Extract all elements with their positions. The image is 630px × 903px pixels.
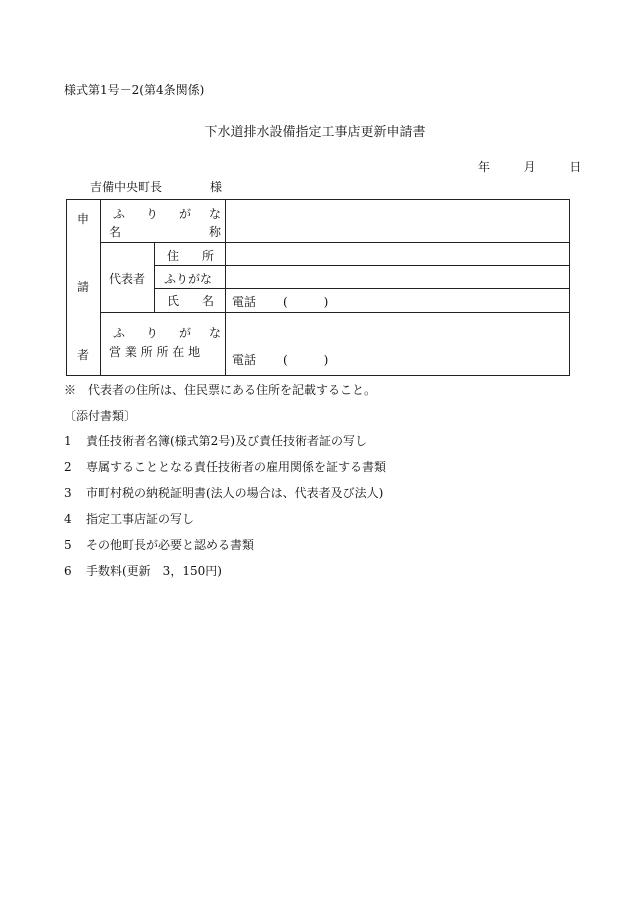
divider-applicant-column	[100, 200, 101, 375]
attachment-number: 4	[64, 512, 72, 526]
addressee	[90, 178, 222, 195]
attachment-number: 3	[64, 486, 72, 500]
attachment-item-6	[64, 562, 222, 579]
rep-furigana-label: ふりがな	[164, 272, 213, 286]
office-address-label: 営 業 所 所 在 地	[109, 345, 201, 359]
document-title: 下水道排水設備指定工事店更新申請書	[204, 125, 426, 140]
form-number: 様式第1号－2(第4条関係)	[64, 83, 205, 97]
office-furigana-label-3: が	[179, 326, 192, 340]
date-year-label: 年	[478, 160, 491, 174]
address-label-1: 住	[167, 249, 180, 263]
date-month-label: 月	[523, 160, 536, 174]
office-furigana-label-2: り	[146, 326, 159, 340]
attachment-text: その他町長が必要と認める書類	[86, 538, 255, 552]
addressee-name: 吉備中央町長	[90, 180, 163, 194]
rep-phone-field[interactable]: ( )	[283, 295, 329, 309]
divider-row-address	[154, 265, 569, 266]
attachments-heading: 〔添付書類〕	[64, 409, 137, 423]
date-day-label: 日	[569, 160, 582, 174]
office-furigana-label-4: な	[209, 326, 222, 340]
representative-label: 代表者	[109, 272, 146, 286]
honorific: 様	[210, 180, 223, 194]
rep-name-label-2: 名	[202, 294, 215, 308]
applicant-char-1: 申	[77, 212, 90, 226]
applicant-char-3: 者	[77, 348, 90, 362]
furigana-label-2: り	[146, 207, 159, 221]
furigana-label-1: ふ	[113, 207, 126, 221]
attachment-number: 6	[64, 564, 72, 578]
office-phone-label: 電話	[232, 353, 257, 367]
office-phone-field[interactable]: ( )	[283, 353, 329, 367]
rep-phone-label: 電話	[232, 295, 257, 309]
attachment-text: 専属することとなる責任技術者の雇用関係を証する書類	[86, 460, 387, 474]
divider-representative-column	[154, 242, 155, 312]
attachment-item-1	[64, 432, 367, 449]
attachment-number: 5	[64, 538, 72, 552]
attachment-item-4	[64, 510, 194, 527]
application-table	[66, 199, 570, 376]
rep-name-label-1: 氏	[167, 294, 180, 308]
address-label-2: 所	[202, 249, 215, 263]
attachment-item-3	[64, 484, 383, 501]
name-field[interactable]	[229, 206, 565, 238]
attachment-text: 責任技術者名簿(様式第2号)及び責任技術者証の写し	[86, 434, 368, 448]
attachment-number: 1	[64, 434, 72, 448]
name-label-1: 名	[109, 225, 122, 239]
applicant-char-2: 請	[77, 280, 90, 294]
divider-row-representative	[100, 312, 569, 313]
attachment-item-2	[64, 458, 386, 475]
attachment-text: 指定工事店証の写し	[86, 512, 195, 526]
date-line	[478, 158, 581, 175]
attachment-number: 2	[64, 460, 72, 474]
attachment-item-5	[64, 536, 254, 553]
divider-row-name	[100, 242, 569, 243]
rep-furigana-field[interactable]	[229, 269, 565, 286]
name-label-2: 称	[209, 225, 222, 239]
office-furigana-label-1: ふ	[113, 326, 126, 340]
address-note: ※ 代表者の住所は、住民票にある住所を記載すること。	[64, 383, 377, 397]
furigana-label-3: が	[179, 207, 192, 221]
attachment-text: 市町村税の納税証明書(法人の場合は、代表者及び法人)	[86, 486, 384, 500]
address-field[interactable]	[229, 246, 565, 263]
attachment-text: 手数料(更新 3，150円)	[86, 564, 222, 578]
furigana-label-4: な	[209, 207, 222, 221]
divider-row-rep-furigana	[154, 288, 569, 289]
